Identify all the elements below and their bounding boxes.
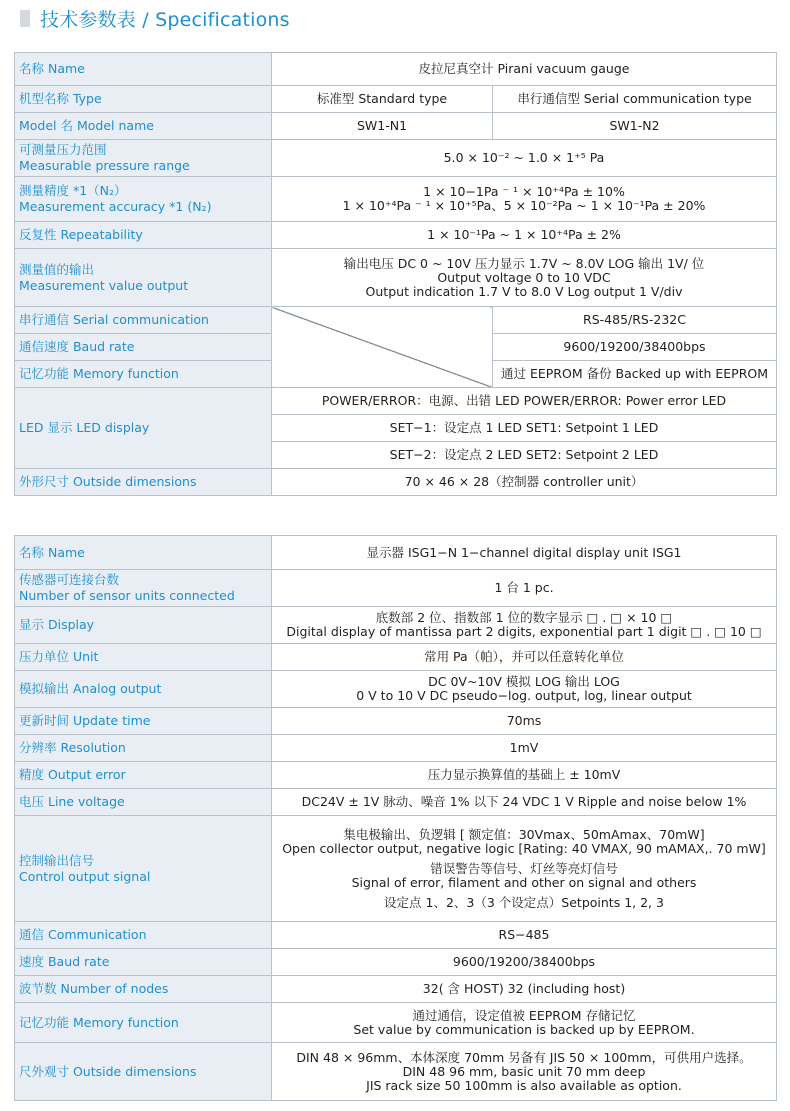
row-value: SET−2：设定点 2 LED SET2: Setpoint 2 LED xyxy=(272,442,777,469)
row-label: 显示 Display xyxy=(15,607,272,644)
table-row xyxy=(15,536,777,570)
row-label: 名称 Name xyxy=(15,53,272,86)
value-line: 底数部 2 位、指数部 1 位的数字显示 □ . □ × 10 □ xyxy=(375,610,673,625)
row-value: SET−1：设定点 1 LED SET1: Setpoint 1 LED xyxy=(272,415,777,442)
row-value: 5.0 × 10⁻² ~ 1.0 × 1⁺⁵ Pa xyxy=(272,140,777,177)
row-label-cn: 可测量压力范围 xyxy=(19,142,107,157)
value-line: 0 V to 10 V DC pseudo−log. output, log, linear output xyxy=(356,688,692,703)
row-value: 1 台 1 pc. xyxy=(272,570,777,607)
row-value xyxy=(272,177,777,222)
value-line: 1 × 10−1Pa ⁻ ¹ × 10⁺⁴Pa ± 10% xyxy=(423,184,625,199)
table-row xyxy=(15,1003,777,1043)
value-line: 通过通信，设定值被 EEPROM 存储记忆 xyxy=(412,1007,636,1023)
row-label xyxy=(15,570,272,607)
row-label: 分辨率 Resolution xyxy=(15,735,272,762)
value-line: JIS rack size 50 100mm is also available as option. xyxy=(366,1077,682,1093)
value-line: Output indication 1.7 V to 8.0 V Log output 1 V/div xyxy=(365,283,683,299)
row-value: POWER/ERROR：电源、出错 LED POWER/ERROR: Power error LED xyxy=(272,388,777,415)
value-line: 输出电压 DC 0 ~ 10V 压力显示 1.7V ~ 8.0V LOG 输出 1V/ 位 xyxy=(343,255,705,271)
value-line: DIN 48 96 mm, basic unit 70 mm deep xyxy=(402,1063,646,1079)
row-label-en: Control output signal xyxy=(19,868,151,884)
header-marker-icon xyxy=(20,10,30,27)
row-label: 反复性 Repeatability xyxy=(15,222,272,249)
row-label: 速度 Baud rate xyxy=(15,949,272,976)
table-row xyxy=(15,708,777,735)
row-label: 通信速度 Baud rate xyxy=(15,334,272,361)
value-line: Open collector output, negative logic [Rating: 40 VMAX, 90 mAMAX,. 70 mW] xyxy=(282,840,766,856)
row-value xyxy=(272,1003,777,1043)
row-value xyxy=(272,607,777,644)
table-row xyxy=(15,671,777,708)
value-line: DC 0V~10V 模拟 LOG 输出 LOG xyxy=(428,674,620,689)
section-header xyxy=(20,6,290,30)
row-value-standard: SW1-N1 xyxy=(272,113,493,140)
value-line: 设定点 1、2、3（3 个设定点）Setpoints 1, 2, 3 xyxy=(384,894,664,910)
table-row xyxy=(15,1043,777,1101)
table-row xyxy=(15,140,777,177)
table-row xyxy=(15,113,777,140)
row-value xyxy=(272,1043,777,1101)
row-label xyxy=(15,140,272,177)
value-line: Output voltage 0 to 10 VDC xyxy=(437,269,611,285)
row-label xyxy=(15,816,272,922)
row-label: 记忆功能 Memory function xyxy=(15,1003,272,1043)
table-row xyxy=(15,222,777,249)
table-row xyxy=(15,469,777,496)
row-label: 更新时间 Update time xyxy=(15,708,272,735)
row-value: 1 × 10⁻¹Pa ~ 1 × 10⁺⁴Pa ± 2% xyxy=(272,222,777,249)
row-value-serial: 9600/19200/38400bps xyxy=(493,334,777,361)
row-label-cn: 测量值的输出 xyxy=(19,261,95,277)
row-label: 通信 Communication xyxy=(15,922,272,949)
table-row xyxy=(15,949,777,976)
row-value xyxy=(272,671,777,708)
row-label-cn: 控制输出信号 xyxy=(19,852,95,868)
row-value: 压力显示换算值的基础上 ± 10mV xyxy=(272,762,777,789)
row-label xyxy=(15,177,272,222)
table-row xyxy=(15,816,777,922)
row-label: 压力单位 Unit xyxy=(15,644,272,671)
table-row xyxy=(15,735,777,762)
row-value xyxy=(272,816,777,922)
row-label: 波节数 Number of nodes xyxy=(15,976,272,1003)
row-value xyxy=(272,249,777,307)
not-applicable-diagonal xyxy=(272,307,493,388)
table-row xyxy=(15,249,777,307)
value-line: Set value by communication is backed up by EEPROM. xyxy=(353,1021,695,1037)
row-value-serial: 通过 EEPROM 备份 Backed up with EEPROM xyxy=(493,361,777,388)
row-value-serial: SW1-N2 xyxy=(493,113,777,140)
row-value-standard: 标准型 Standard type xyxy=(272,86,493,113)
value-line: Signal of error, filament and other on signal and others xyxy=(351,874,697,890)
row-value: 1mV xyxy=(272,735,777,762)
row-value-serial: RS-485/RS-232C xyxy=(493,307,777,334)
row-value: 常用 Pa（帕），并可以任意转化单位 xyxy=(272,644,777,671)
row-value-serial: 串行通信型 Serial communication type xyxy=(493,86,777,113)
row-value: 显示器 ISG1−N 1−channel digital display unit ISG1 xyxy=(272,536,777,570)
row-label-en: Measurement accuracy *1 (N₂) xyxy=(19,199,212,214)
row-value: RS−485 xyxy=(272,922,777,949)
row-value: 皮拉尼真空计 Pirani vacuum gauge xyxy=(272,53,777,86)
table-row xyxy=(15,762,777,789)
table-row xyxy=(15,53,777,86)
row-label-en: Number of sensor units connected xyxy=(19,588,235,603)
table-row xyxy=(15,976,777,1003)
row-label: 尺外观寸 Outside dimensions xyxy=(15,1043,272,1101)
specifications-table-gauge xyxy=(14,52,777,496)
row-label: 外形尺寸 Outside dimensions xyxy=(15,469,272,496)
value-line: 错误警告等信号、灯丝等亮灯信号 xyxy=(430,860,618,876)
row-label: 模拟输出 Analog output xyxy=(15,671,272,708)
row-label: 记忆功能 Memory function xyxy=(15,361,272,388)
value-line: DIN 48 × 96mm、本体深度 70mm 另备有 JIS 50 × 100mm，可供用户选择。 xyxy=(296,1049,752,1065)
row-value: DC24V ± 1V 脉动、噪音 1% 以下 24 VDC 1 V Ripple and noise below 1% xyxy=(272,789,777,816)
row-label xyxy=(15,249,272,307)
page-title: 技术参数表 / Specifications xyxy=(40,8,290,31)
row-value: 70ms xyxy=(272,708,777,735)
row-label: 名称 Name xyxy=(15,536,272,570)
value-line: 集电极输出、负逻辑 [ 额定值：30Vmax、50mAmax、70mW] xyxy=(343,826,705,842)
table-row xyxy=(15,86,777,113)
table-row xyxy=(15,607,777,644)
row-value: 32( 含 HOST) 32 (including host) xyxy=(272,976,777,1003)
row-label-cn: 传感器可连接台数 xyxy=(19,572,120,587)
row-label: Model 名 Model name xyxy=(15,113,272,140)
row-label-en: Measurable pressure range xyxy=(19,158,190,173)
table-row xyxy=(15,177,777,222)
table-row xyxy=(15,922,777,949)
value-line: Digital display of mantissa part 2 digits, exponential part 1 digit □ . □ 10 □ xyxy=(286,624,762,639)
row-label: 串行通信 Serial communication xyxy=(15,307,272,334)
row-label: LED 显示 LED display xyxy=(15,388,272,469)
row-value: 70 × 46 × 28（控制器 controller unit） xyxy=(272,469,777,496)
row-label: 机型名称 Type xyxy=(15,86,272,113)
row-label-cn: 测量精度 *1（N₂） xyxy=(19,183,127,198)
row-value: 9600/19200/38400bps xyxy=(272,949,777,976)
table-row xyxy=(15,388,777,415)
specifications-table-display xyxy=(14,535,777,1101)
table-row xyxy=(15,789,777,816)
row-label-en: Measurement value output xyxy=(19,277,189,293)
table-row xyxy=(15,644,777,671)
table-row xyxy=(15,307,777,334)
table-row xyxy=(15,570,777,607)
row-label: 精度 Output error xyxy=(15,762,272,789)
row-label: 电压 Line voltage xyxy=(15,789,272,816)
value-line: 1 × 10⁺⁴Pa ⁻ ¹ × 10⁺⁵Pa、5 × 10⁻²Pa ~ 1 × 10⁻¹Pa ± 20% xyxy=(342,198,706,213)
